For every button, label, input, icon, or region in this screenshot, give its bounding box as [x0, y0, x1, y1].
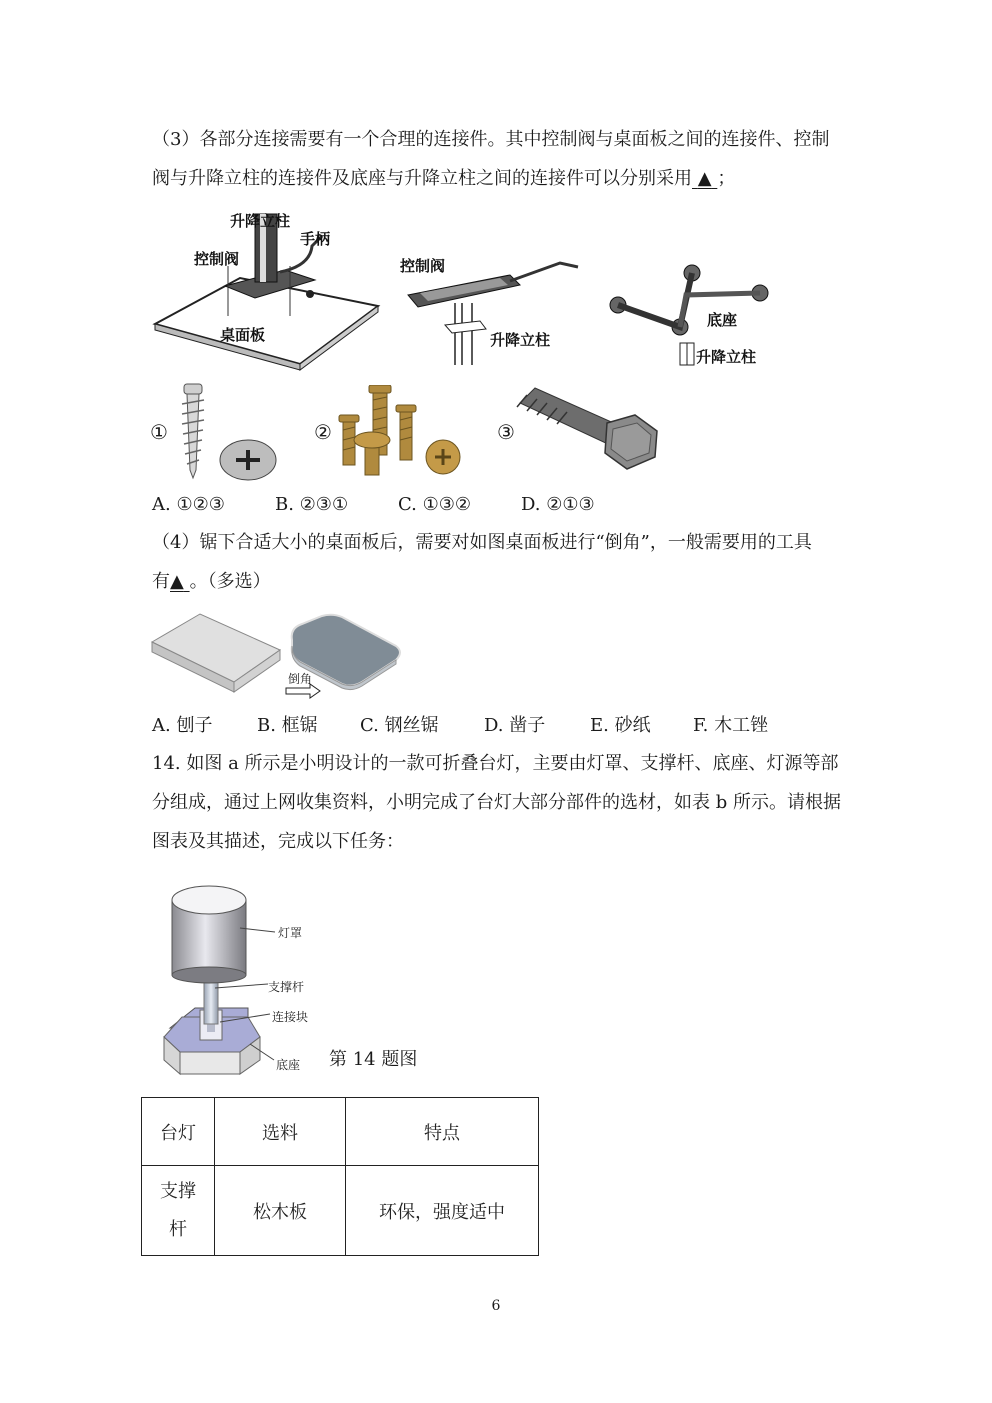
label-column-2: 升降立柱 — [490, 331, 551, 349]
q3-line1: （3）各部分连接需要有一个合理的连接件。其中控制阀与桌面板之间的连接件、控制 — [152, 129, 830, 150]
self-tapping-screw-image — [168, 382, 283, 482]
table-cell: 松木板 — [215, 1166, 346, 1256]
marker-3: ③ — [497, 420, 515, 444]
label-shade: 灯罩 — [278, 926, 303, 940]
q4-answer-blank: ▲ — [170, 571, 184, 592]
q3-option-c: C. ①③② — [398, 494, 471, 515]
table-header-row — [142, 1098, 539, 1166]
q3-line2-end: ； — [717, 168, 736, 189]
table-row — [142, 1166, 539, 1256]
q3-answer-blank: ▲ — [697, 168, 712, 189]
label-handle: 手柄 — [300, 230, 331, 248]
brass-screws-image — [335, 385, 465, 480]
q3-option-b: B. ②③① — [275, 494, 349, 515]
materials-table — [141, 1097, 539, 1256]
base-column-figure — [600, 255, 790, 375]
marker-2: ② — [314, 420, 332, 444]
q4-line2 — [152, 570, 271, 594]
q14-line1: 14. 如图 a 所示是小明设计的一款可折叠台灯，主要由灯罩、支撑杆、底座、灯源等部 — [152, 753, 839, 774]
valve-column-figure — [400, 245, 585, 370]
label-base: 底座 — [707, 311, 738, 329]
table-header-cell: 台灯 — [142, 1098, 215, 1166]
chamfer-figure — [150, 610, 410, 700]
label-valve-2: 控制阀 — [400, 257, 446, 275]
chamfer-label: 倒角 — [288, 672, 313, 686]
q4-line2-end: 。（多选） — [189, 571, 271, 592]
q4-option-e: E. 砂纸 — [590, 715, 651, 736]
label-tabletop: 桌面板 — [220, 326, 266, 344]
q14-figure-caption: 第 14 题图 — [329, 1049, 418, 1070]
q3-option-a: A. ①②③ — [152, 494, 225, 515]
table-cell: 环保，强度适中 — [346, 1166, 539, 1256]
table-cell: 支撑杆 — [142, 1166, 215, 1256]
table-header-cell: 选料 — [215, 1098, 346, 1166]
q4-option-d: D. 凿子 — [484, 715, 546, 736]
tabletop-valve-figure — [150, 206, 385, 376]
q14-line3: 图表及其描述，完成以下任务： — [152, 831, 404, 852]
label-base: 底座 — [276, 1058, 301, 1072]
q4-option-a: A. 刨子 — [152, 715, 213, 736]
q3-line2 — [152, 167, 735, 191]
label-rod: 支撑杆 — [268, 980, 305, 994]
label-column-3: 升降立柱 — [696, 348, 757, 366]
label-column: 升降立柱 — [230, 212, 291, 230]
q4-option-c: C. 钢丝锯 — [360, 715, 439, 736]
q4-option-f: F. 木工锉 — [693, 715, 769, 736]
label-connector: 连接块 — [272, 1010, 309, 1024]
q4-line1: （4）锯下合适大小的桌面板后，需要对如图桌面板进行“倒角”，一般需要用的工具 — [152, 532, 812, 553]
hex-bolt-image — [515, 383, 665, 483]
marker-1: ① — [150, 420, 168, 444]
q14-line2: 分组成，通过上网收集资料，小明完成了台灯大部分部件的选材，如表 b 所示。请根据 — [152, 792, 841, 813]
table-header-cell: 特点 — [346, 1098, 539, 1166]
q3-option-d: D. ②①③ — [521, 494, 595, 515]
q4-option-b: B. 框锯 — [257, 715, 318, 736]
q4-line2-text: 有 — [152, 571, 170, 592]
page-number: 6 — [491, 1298, 501, 1314]
lamp-figure — [160, 880, 320, 1080]
q3-line2-text: 阀与升降立柱的连接件及底座与升降立柱之间的连接件可以分别采用 — [152, 168, 692, 189]
label-valve: 控制阀 — [194, 250, 240, 268]
